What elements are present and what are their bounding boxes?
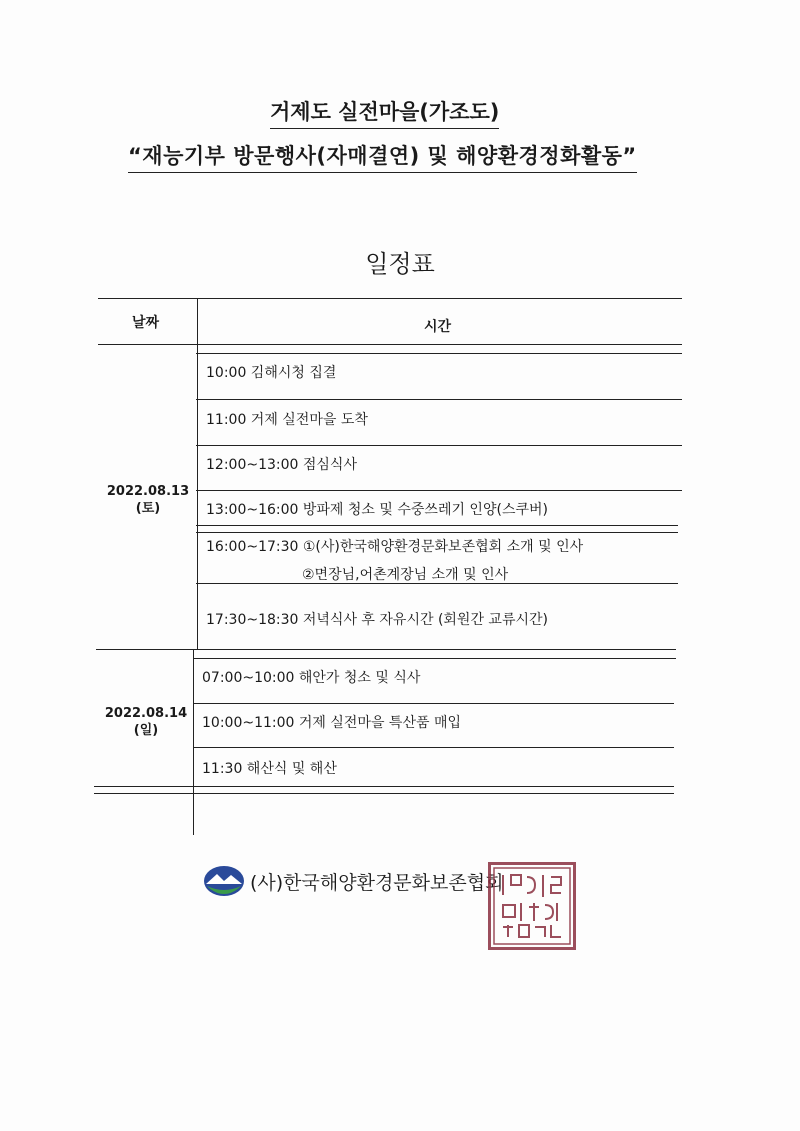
header-time: 시간 — [424, 319, 452, 335]
schedule-item-continued: ②면장님,어촌계장님 소개 및 인사 — [302, 567, 509, 583]
schedule-item: 13:00~16:00 방파제 청소 및 수중쓰레기 인양(스쿠버) — [206, 502, 548, 518]
day1-date-cell — [100, 483, 196, 517]
row-divider — [196, 445, 682, 446]
row-divider — [196, 490, 682, 491]
day2-date: 2022.08.14 — [104, 706, 188, 721]
row-divider — [194, 658, 676, 659]
schedule-subtitle: 일정표 — [365, 250, 435, 278]
header-date: 날짜 — [132, 315, 160, 331]
day2-weekday: (일) — [133, 723, 159, 738]
day1-date: 2022.08.13 — [106, 484, 190, 499]
organization-seal-stamp — [488, 862, 576, 950]
document-title-line2: “재능기부 방문행사(자매결연) 및 해양환경정화활동” — [128, 140, 637, 173]
document-title-line1: 거제도 실전마을(가조도) — [270, 96, 499, 129]
column-divider — [193, 649, 194, 835]
schedule-item: 12:00~13:00 점심식사 — [206, 457, 357, 473]
day2-date-cell — [98, 705, 194, 739]
schedule-item: 16:00~17:30 ①(사)한국해양환경문화보존협회 소개 및 인사 — [206, 539, 584, 555]
schedule-item: 10:00~11:00 거제 실전마을 특산품 매입 — [202, 715, 461, 731]
table-header-border — [98, 344, 682, 345]
table-top-border — [98, 298, 682, 299]
day-divider — [96, 649, 676, 650]
table-bottom-border — [94, 793, 674, 794]
row-divider — [194, 703, 674, 704]
organization-logo-icon — [203, 864, 245, 902]
row-divider — [196, 532, 678, 533]
row-divider — [196, 353, 682, 354]
column-divider — [197, 298, 198, 650]
schedule-item: 11:00 거제 실전마을 도착 — [206, 412, 368, 428]
schedule-item: 07:00~10:00 해안가 청소 및 식사 — [202, 670, 421, 686]
row-divider — [194, 747, 674, 748]
schedule-item: 17:30~18:30 저녁식사 후 자유시간 (회원간 교류시간) — [206, 612, 548, 628]
schedule-item: 10:00 김해시청 집결 — [206, 365, 337, 381]
row-divider — [196, 525, 678, 526]
row-divider — [196, 399, 682, 400]
organization-name: (사)한국해양환경문화보존협회 — [250, 872, 504, 894]
day1-weekday: (토) — [135, 501, 161, 516]
schedule-item: 11:30 해산식 및 해산 — [202, 761, 337, 777]
table-bottom-border — [94, 786, 674, 787]
